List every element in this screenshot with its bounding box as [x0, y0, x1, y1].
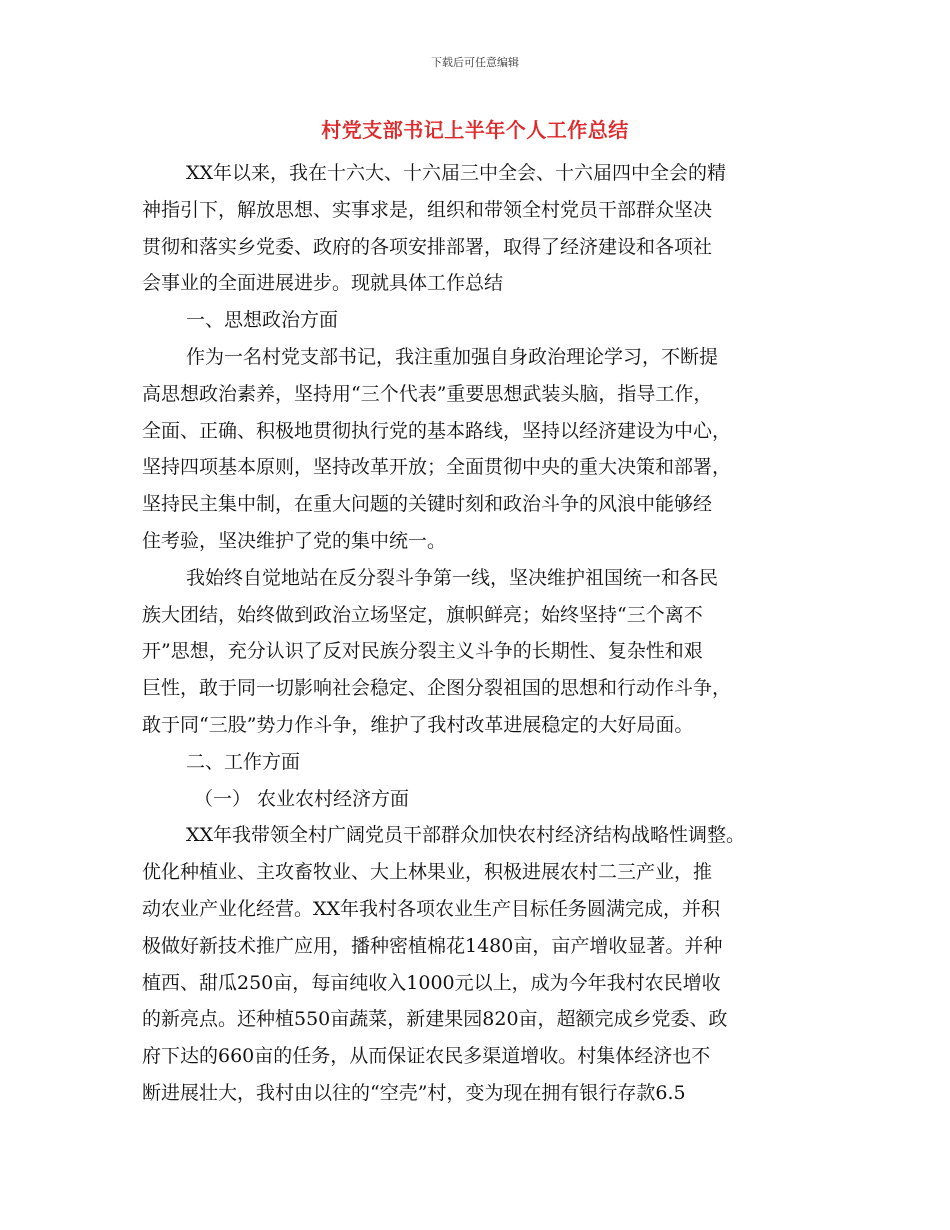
body-line: 动农业产业化经营。XX年我村各项农业生产目标任务圆满完成，并积 — [142, 897, 721, 920]
body-line: 府下达的660亩的任务，从而保证农民多渠道增收。村集体经济也不 — [142, 1045, 711, 1068]
body-line: 作为一名村党支部书记，我注重加强自身政治理论学习，不断提 — [186, 345, 719, 368]
body-line: 巨性，敢于同一切影响社会稳定、企图分裂祖国的思想和行动作斗争， — [142, 677, 732, 700]
section-heading: 一、思想政治方面 — [186, 309, 339, 332]
section-heading: 二、工作方面 — [186, 750, 301, 773]
body-line: 会事业的全面进展进步。现就具体工作总结 — [142, 272, 504, 295]
body-line: XX年以来，我在十六大、十六届三中全会、十六届四中全会的精 — [186, 162, 727, 184]
body-line: 开”思想，充分认识了反对民族分裂主义斗争的长期性、复杂性和艰 — [142, 640, 703, 663]
body-line: 族大团结，始终做到政治立场坚定，旗帜鲜亮；始终坚持“三个离不 — [142, 603, 703, 626]
document-title: 村党支部书记上半年个人工作总结 — [321, 118, 629, 142]
body-line: 断进展壮大，我村由以往的“空壳”村，变为现在拥有银行存款6.5 — [142, 1081, 686, 1104]
body-line: 坚持民主集中制，在重大问题的关键时刻和政治斗争的风浪中能够经 — [142, 493, 713, 516]
body-line: 全面、正确、积极地贯彻执行党的基本路线，坚持以经济建设为中心， — [142, 419, 732, 442]
subsection-heading: （一） 农业农村经济方面 — [194, 787, 410, 810]
document-body — [142, 155, 812, 1112]
body-line: 我始终自觉地站在反分裂斗争第一线，坚决维护祖国统一和各民 — [186, 566, 719, 589]
body-line: 贯彻和落实乡党委、政府的各项安排部署，取得了经济建设和各项社 — [142, 235, 713, 258]
body-line: 住考验，坚决维护了党的集中统一。 — [142, 529, 447, 552]
body-line: 优化种植业、主攻畜牧业、大上林果业，积极进展农村二三产业，推 — [142, 861, 713, 884]
body-line: 高思想政治素养，坚持用“三个代表”重要思想武装头脑，指导工作， — [142, 382, 713, 405]
download-note: 下载后可任意编辑 — [431, 56, 519, 69]
body-line: 坚持四项基本原则，坚持改革开放；全面贯彻中央的重大决策和部署， — [142, 456, 732, 479]
body-line: XX年我带领全村广阔党员干部群众加快农村经济结构战略性调整。 — [186, 824, 746, 847]
body-line: 极做好新技术推广应用，播种密植棉花1480亩，亩产增收显著。并种 — [142, 934, 723, 957]
body-line: 敢于同“三股”势力作斗争，维护了我村改革进展稳定的大好局面。 — [142, 713, 694, 736]
body-line: 神指引下，解放思想、实事求是，组织和带领全村党员干部群众坚决 — [142, 198, 713, 221]
body-line: 的新亮点。还种植550亩蔬菜，新建果园820亩，超额完成乡党委、政 — [142, 1008, 728, 1031]
body-line: 植西、甜瓜250亩，每亩纯收入1000元以上，成为今年我村农民增收 — [142, 971, 721, 994]
